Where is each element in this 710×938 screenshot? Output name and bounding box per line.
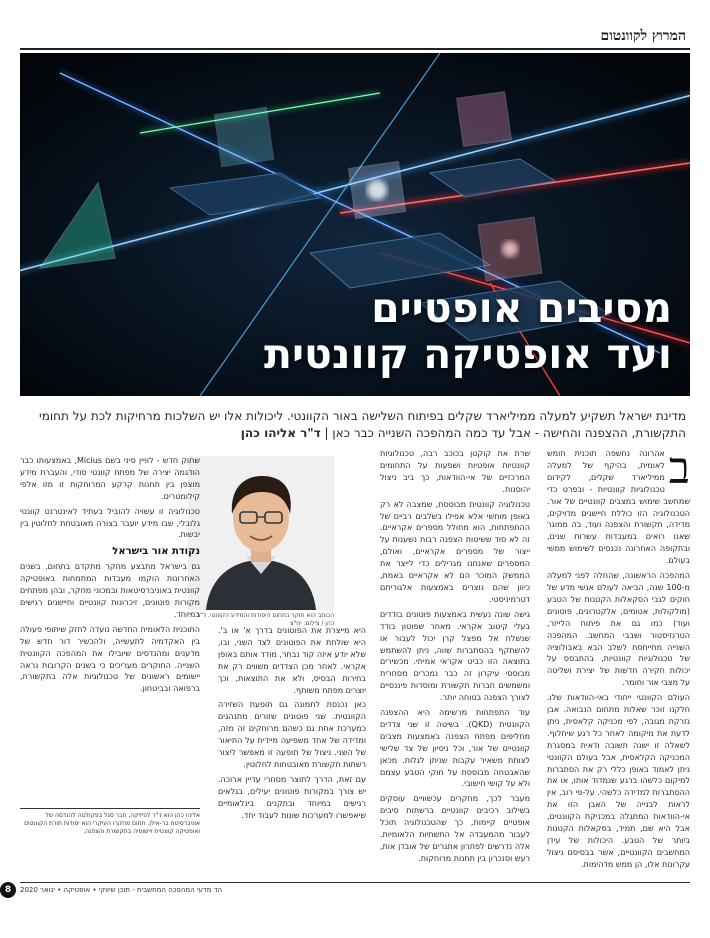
portrait-image <box>188 456 334 610</box>
article-column-3 <box>218 625 366 825</box>
paragraph: עם זאת, הדרך לתוצר מסחרי עדיין ארוכה. יש צורך במקורות פוטונים יעילים, בגלאים רגישים במיוחד ובתקנים בינלאומיים שיאפשרו למערכות שונות לעבוד יחד. <box>218 774 366 820</box>
headline-line-2: ועד אופטיקה קוונטית <box>263 330 672 378</box>
paragraph: המהפכה הראשונה, שהחלה לפני למעלה מ-100 שנה, הביאה לעולם אנשי מדע של חוקים לגבי הסקאלות הקטנות של הטבע (מולקולות, אטומים, אלקטרונים, פוטונים ועוד) כמו גם את פיתוח הלייזר, הטרנזיסטור ושבבי המחשב. המהפכה השנייה מתייחסת לשלב הבא באבולוציה של טכנולוגיות קוונטיות, בהתבסס על יכולות חקירה חדשות של יצירת ושליטה על מצבי אור וחומר. <box>547 571 690 688</box>
paragraph: אהרונה נחשפה תוכנית חומש לאומית, בהיקף של למעלה ממיליארד שקלים, לקידום טכנולוגיות קוונטיות - ובפרט כדי שמחשב שימוש במצבים קוונטיים של אור. הטכנולוגיה הזו כוללת חיישנים מדויקים, מדידה, תקשורת והצפנה ועוד, בה ממוגר שאנו רואים במעבדות עשרות שנים, ובתקופה האחרונה נכנסים לשימוש ממשי בעולם. <box>547 449 690 566</box>
paragraph: שרת את קוקטן בכוכב רבה, טכנולוגיות קוונטיות אופטיות ושפעות על התחומים המרכזיים של אי-הוודאות, כך ביב ניצול יהוסנות. <box>380 449 530 494</box>
headline <box>264 285 672 377</box>
page-footer: הד מדעי המהפכה המחשבית - תוכן שיווקי • אופטיקה • ינואר 2020 <box>20 886 223 894</box>
byline: ד"ר אליהו כהן <box>240 426 321 440</box>
article-deck <box>20 408 686 442</box>
paragraph: מעבר לכך, מחקרים עכשוויים עוסקים בשילוב רכיבים קוונטיים ברשתות סיבים אופטיים קיימות, כך שהטכנולוגיה תוכל לעבור מהמעבדה אל התשתיות הלאומיות. אלה נדרשים לפתרון אתגרים של אובדן אות, רעש וסנכרון בין תחנות מרוחקות. <box>380 794 530 863</box>
paragraph: העולם הקוונטי ייחודי באי-הוודאות שלו. חלקנו זוכר שאלות מתחום הנבואה. אבן נזרקת מגובה, לפי מכניקה קלאסית, ניתן לדעת את מיקומה לאחר כל רגע שיחלוף. לשאלה זו ישנה תשובה ודאית במסגרת המכניקה הקלאסית, אבל בעולם הקוונטי ניתן לאמוד באופן כללי רק את הסתברות למיקום כלשהו ברגע שנמדוד אותו, או את ההסתברות למדידה כלשהי. על-פי רוב, אין לראות לבנייה של האבן הזו את אי-הוודאות המתגלה במכניקת הקוונטים, אבל היא שם, תמיד, בסקאלות הקטנות ביותר של הטבע. היכולות של עידן המחשבים הקוונטיים, אשר בבסיסם ניצול עקרונות אלו, הן ממש מדהימות. <box>547 693 690 869</box>
article-column-1 <box>547 443 690 874</box>
paragraph: טכנולוגיה זו עשויה להוביל בעתיד לאינטרנט קוונטי גלובלי, שבו מידע יועבר בצורה מאובטחת לחלוטין בין יבשות. <box>20 506 200 540</box>
paragraph: עוד התפתחות מרשימה היא ההצפנה הקוונטית (QKD). בשיטה זו שני צדדים מחליפים מפתח הצפנה באמצעות מצבים קוונטיים של אור, וכל ניסיון של צד שלישי לצותת משאיר עקבות שניתן לגלות. מכאן שהאבטחה מבוססת על חוקי הטבע עצמם ולא על קושי חישובי. <box>380 708 530 789</box>
paragraph: התוכנית הלאומית החדשה נועדה לחזק שיתופי פעולה בין האקדמיה לתעשייה, ולהכשיר דור חדש של מדענים ומהנדסים שיובילו את המהפכה הקוונטית השנייה. החוקרים מעריכים כי בשנים הקרובות נראה יישומים ראשונים של טכנולוגיות אלה בתקשורת, ברפואה ובביטחון. <box>20 624 200 694</box>
portrait-caption: הכותב הוא חוקר בתחום היסודות והמידע הקוונטי. ד"ר כהן / צילום: יח"צ <box>196 612 334 627</box>
paragraph: שתוק חדש - לוויין סיני בשם Micius, באמצעותו כבר הודגמה יצירה של מפתח קוונטי סודי, והעברת מידע מוצפן בין תחנות קרקע המרוחקות זו מזו אלפי קילומטרים. <box>20 456 200 501</box>
subheading: נקודת אור בישראל <box>112 546 200 558</box>
article-column-2 <box>380 448 530 868</box>
section-rule <box>20 48 690 50</box>
deck-separator: | <box>320 426 329 440</box>
author-note: אליהו כהן הוא ד"ר לפיזיקה, חבר סגל בפקולטה להנדסה של אוניברסיטת בר-אילן. תחום מחקרו העיקרי הוא יסודות תורת הקוונטים ואופטיקה קוונטית ויישומיה בתקשורת והצפנה. <box>20 808 200 836</box>
paragraph: היא מייצרת את הפוטונים בדרך א' או ב'. היא שולחת את הפוטונים לצד השני, ובו, שלא יודע איזה קוד נבחר, מודד אותם באופן אקראי. לאחר מכן הצדדים משווים רק את בחירות הבסיס, ולא את התוצאות, וכך יוצרים מפתח משותף. <box>218 626 366 695</box>
author-portrait <box>188 456 334 610</box>
headline-line-1: מסיבים אופטיים <box>371 284 672 332</box>
paragraph: טכנולוגיה קוונטית מבוססת, שמצבה לא רק באופן מוחשי אלא אפילו בשלבים רביים של ההתפתחות, הוא מחולל מספרים אקראיים. זה לא סוד ששיטות הצפנה רבות נשענות על ייצור של מספרים אקראיים, ואולם, המספרים שאנחנו מגרילים כדי לייצר את הממשק המוכר הם לא אקראיים באמת, כיוון שהם נוצרים באמצעות אלגוריתם דטרמיניסטי. <box>380 499 530 604</box>
paragraph: גישה שונה נעשית באמצעות פוטונים בודדים בעלי קיטוב אקראי. מאחר שפוטון בודד שנשלח אל מפצל קרן יכול לעבור או להשתקף בהסתברות שווה, ניתן להשתמש בתוצאה הזו כביט אקראי אמיתי. מכשירים מבוססי עיקרון זה כבר נמכרים מסחרית ומשמשים חברות תקשורת ומוסדות פיננסיים לצורך הצפנה בטוחה יותר. <box>380 609 530 703</box>
section-header: המרוץ לקוונטום <box>600 28 686 44</box>
footer-rule <box>20 882 690 883</box>
deck-text: מדינת ישראל תשקיע למעלה ממיליארד שקלים בפיתוח השלישה באור הקוונטי. ליכולות אלו יש השלכות מרחיקות לכת על תחומי התקשורת, ההצפנה והחישה - אבל עד כמה המהפכה השנייה כבר כאן <box>39 409 686 440</box>
paragraph: גם בישראל מתבצע מחקר מתקדם בתחום. בשנים האחרונות הוקמו מעבדות המתמחות באופטיקה קוונטית באוניברסיטאות ובמכוני מחקר, ובהן מפתחים מקורות פוטונים, זיכרונות קוונטיים וחיישנים רגישים במיוחד. <box>20 562 200 619</box>
hero-image <box>20 53 690 396</box>
article-column-4 <box>20 455 200 698</box>
page-number: 8 <box>0 882 16 898</box>
drop-cap: ב <box>668 443 690 494</box>
paragraph: כאן נכנסת לתמונה גם תופעת השזירה הקוונטית. שני פוטונים שזורים מתנהגים כמערכת אחת גם כשהם מרוחקים זה מזה, ומדידה של אחד משפיעה מיידית על התיאור של השני. ניצול של תופעה זו מאפשר ליצור רשתות תקשורת מאובטחות לחלוטין. <box>218 700 366 769</box>
